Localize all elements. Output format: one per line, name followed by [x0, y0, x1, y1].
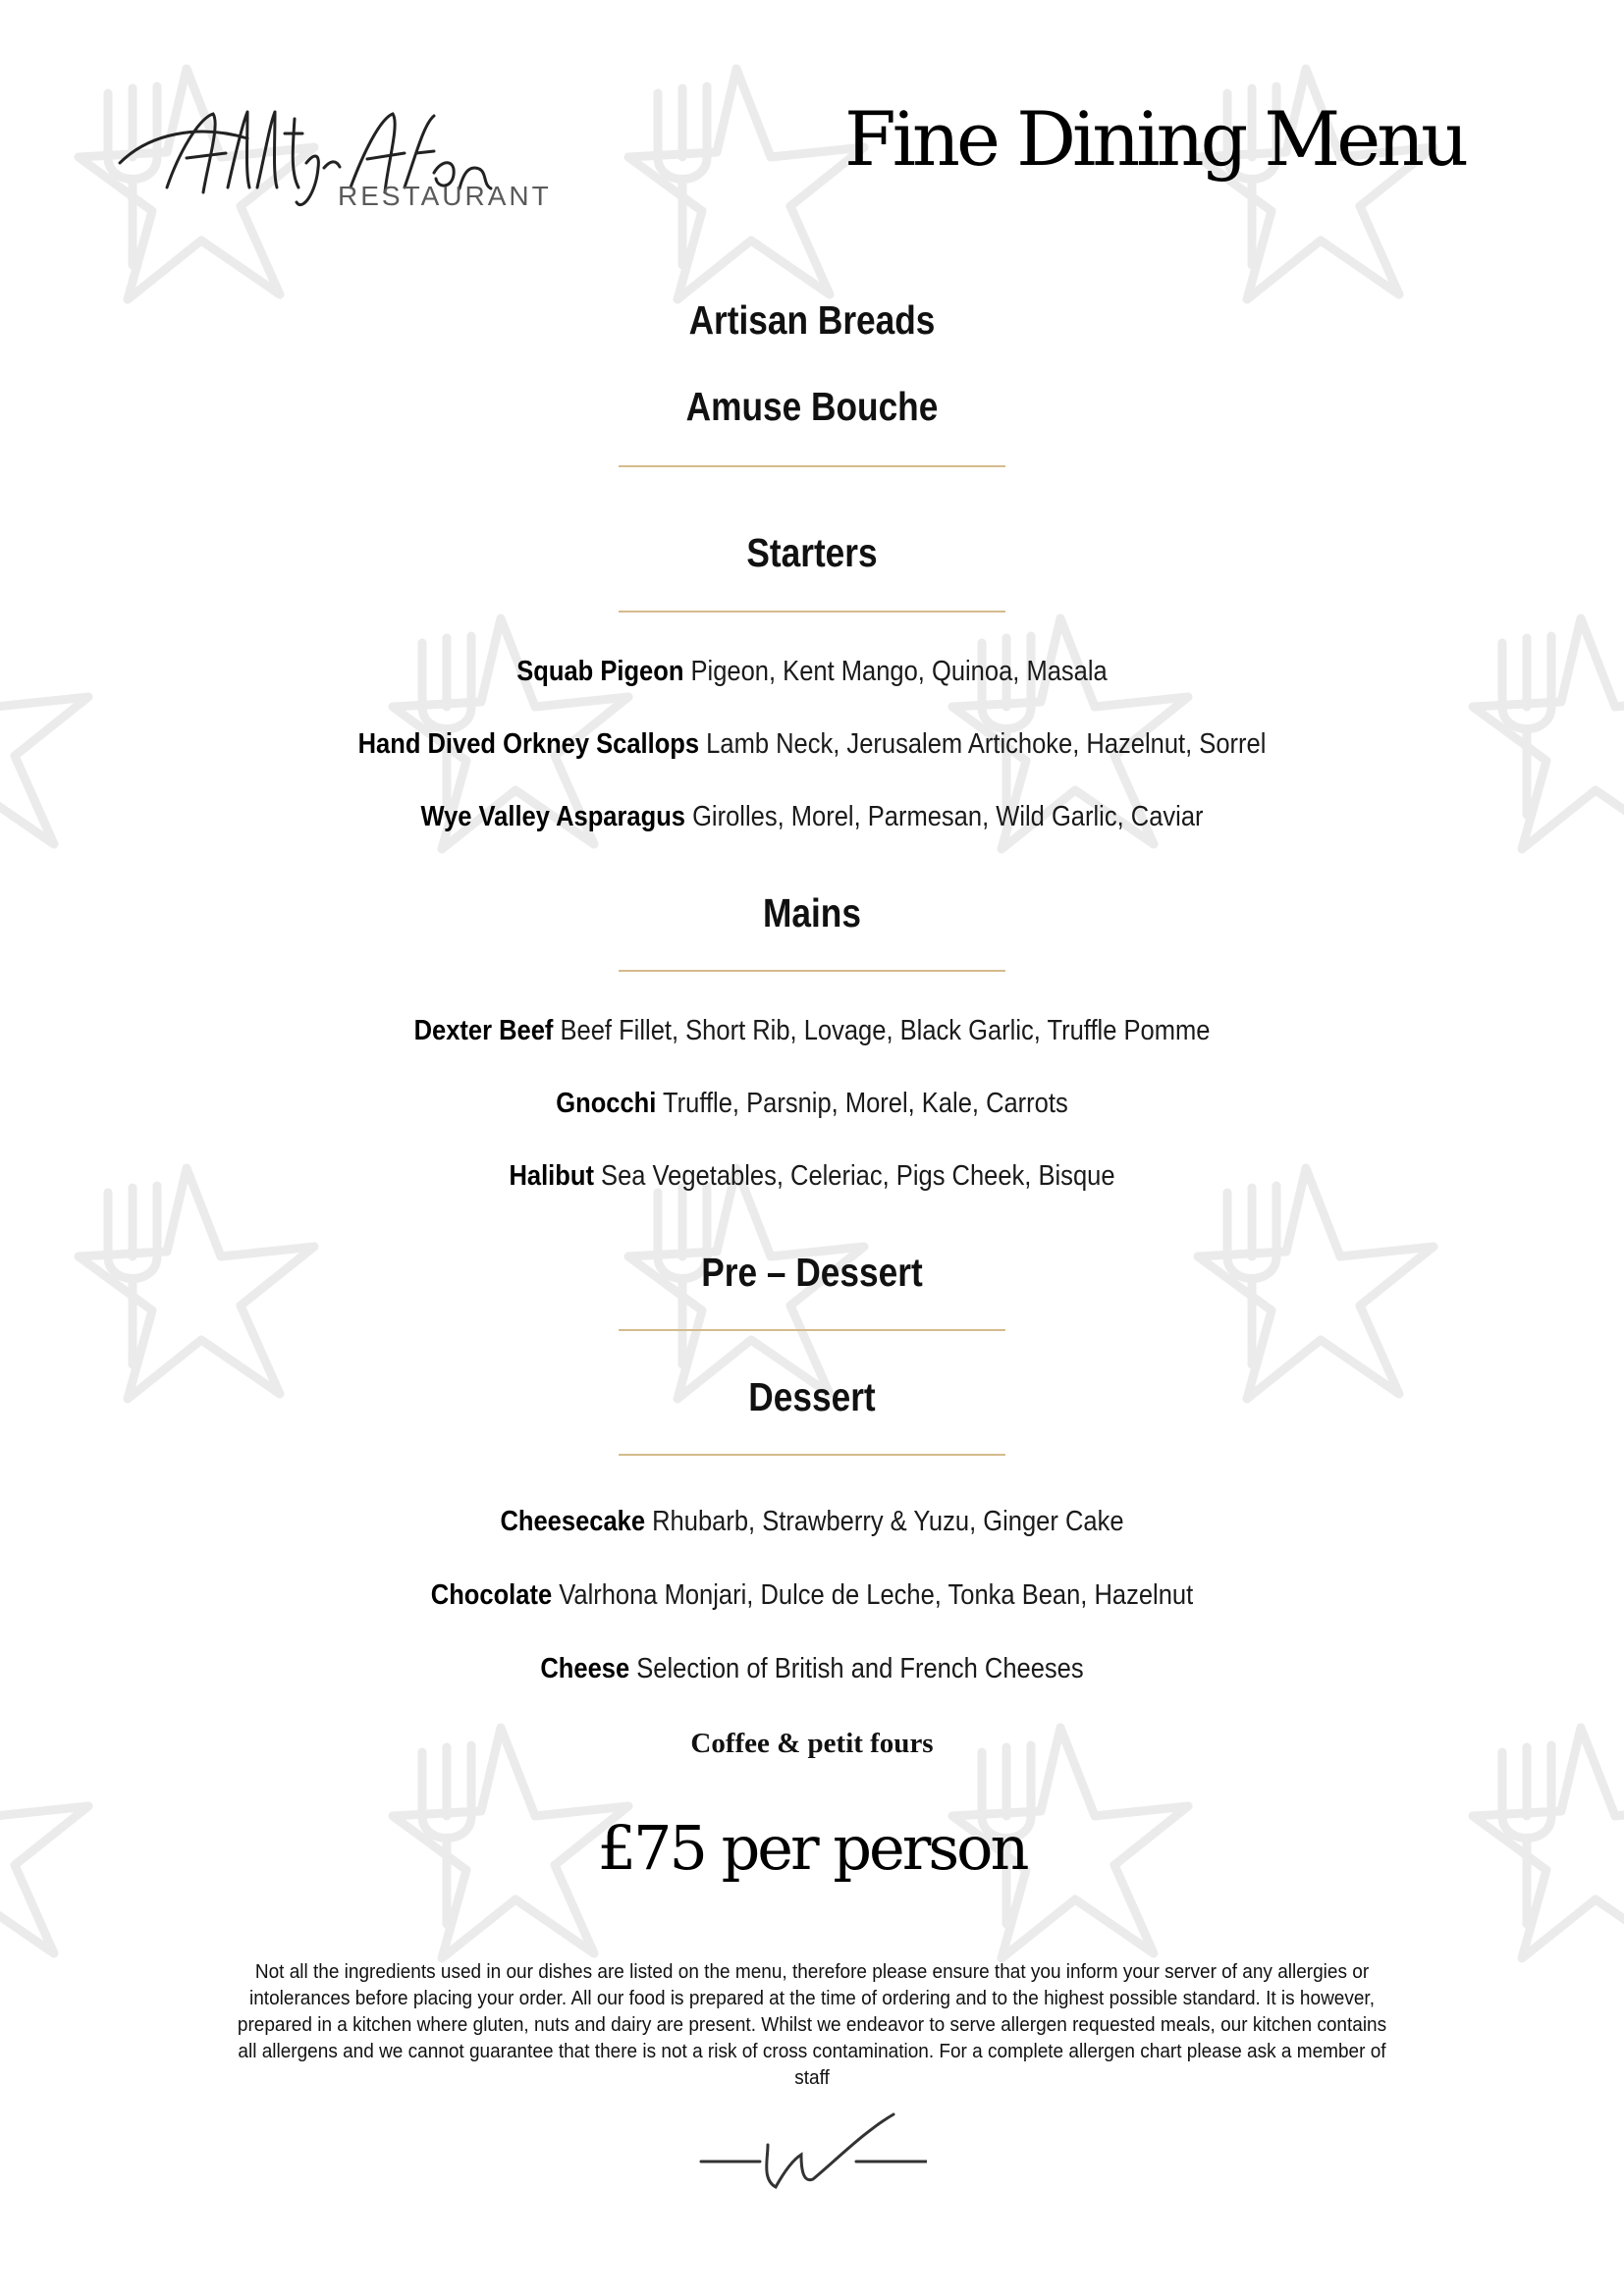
- menu-item-description: Beef Fillet, Short Rib, Lovage, Black Garlic, Truffle Pomme: [560, 1015, 1211, 1046]
- price: £75 per person: [597, 1812, 1027, 1884]
- watermark-star-fork-icon: [1159, 1139, 1532, 1512]
- section-heading-starters: Starters: [746, 530, 878, 575]
- menu-item-description: Truffle, Parsnip, Morel, Kale, Carrots: [663, 1088, 1068, 1119]
- menu-item: [97, 1088, 1527, 1120]
- divider: [619, 1329, 1005, 1331]
- divider: [619, 611, 1005, 613]
- divider: [619, 465, 1005, 467]
- menu-item: [97, 1653, 1527, 1685]
- menu-item: [97, 801, 1527, 833]
- menu-item-name: Gnocchi: [556, 1088, 657, 1119]
- menu-item-name: Hand Dived Orkney Scallops: [357, 728, 700, 760]
- menu-item-description: Pigeon, Kent Mango, Quinoa, Masala: [690, 656, 1108, 687]
- intro-item-amuse: Amuse Bouche: [685, 384, 939, 429]
- menu-item-name: Cheese: [540, 1653, 630, 1684]
- menu-item-description: Selection of British and French Cheeses: [636, 1653, 1084, 1684]
- menu-item-name: Chocolate: [430, 1579, 553, 1611]
- intro-item-breads: Artisan Breads: [688, 297, 936, 343]
- watermark-star-fork-icon: [589, 1139, 962, 1512]
- menu-item-name: Wye Valley Asparagus: [420, 801, 685, 832]
- menu-item-name: Dexter Beef: [413, 1015, 554, 1046]
- allergen-disclaimer-text: Not all the ingredients used in our dishes are listed on the menu, therefore please ensure that you inform your server of any allergies or intolerances before placing your order. All our food is prepared at the time of ordering and to the highest possible standard. It is however, prepared in a kitchen where gluten, nuts and dairy are present. Whilst we endeavor to serve allergen requested meals, our kitchen contains all allergens and we cannot guarantee that there is not a risk of cross contamination. For a complete allergen chart please ask a member of staff: [237, 1961, 1387, 2089]
- menu-item-description: Valrhona Monjari, Dulce de Leche, Tonka Bean, Hazelnut: [559, 1579, 1194, 1611]
- menu-item-description: Lamb Neck, Jerusalem Artichoke, Hazelnut, Sorrel: [706, 728, 1267, 760]
- menu-item-name: Halibut: [509, 1160, 594, 1192]
- menu-item: [97, 1579, 1527, 1612]
- menu-item: [97, 1160, 1527, 1193]
- section-heading-dessert: Dessert: [748, 1374, 876, 1419]
- watermark-star-fork-icon: [39, 1139, 412, 1512]
- allergen-disclaimer: [196, 1959, 1428, 2092]
- menu-item: [97, 1015, 1527, 1047]
- signature-mark: [699, 2101, 927, 2199]
- menu-item: [97, 728, 1527, 761]
- section-heading-mains: Mains: [763, 890, 861, 935]
- menu-item-description: Sea Vegetables, Celeriac, Pigs Cheek, Bisque: [601, 1160, 1115, 1192]
- logo-wordmark: RESTAURANT: [338, 181, 552, 211]
- menu-item-description: Girolles, Morel, Parmesan, Wild Garlic, Caviar: [692, 801, 1204, 832]
- divider: [619, 1454, 1005, 1456]
- menu-item: [97, 656, 1527, 688]
- divider: [619, 970, 1005, 972]
- menu-item-description: Rhubarb, Strawberry & Yuzu, Ginger Cake: [652, 1506, 1124, 1537]
- page-title: Fine Dining Menu: [844, 95, 1466, 183]
- section-heading-pre-dessert: Pre – Dessert: [701, 1250, 923, 1295]
- menu-item-name: Cheesecake: [500, 1506, 646, 1537]
- restaurant-logo: [110, 94, 552, 222]
- menu-item: [97, 1506, 1527, 1538]
- menu-item-name: Squab Pigeon: [516, 656, 684, 687]
- coffee-line: Coffee & petit fours: [690, 1728, 934, 1759]
